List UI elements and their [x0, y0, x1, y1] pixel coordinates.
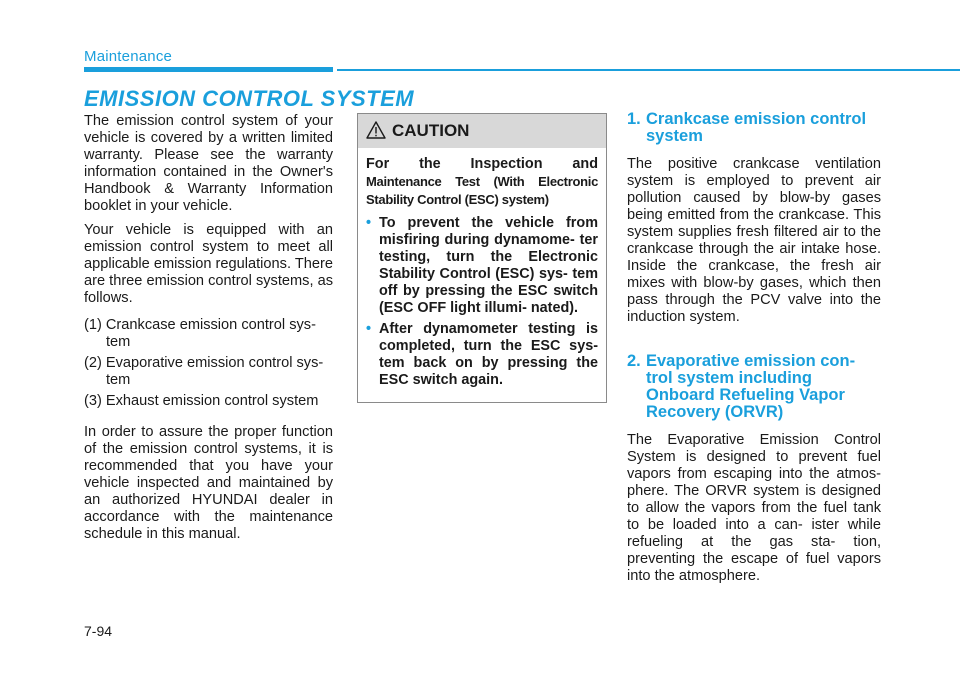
section-heading-line: trol system including — [646, 369, 812, 387]
header-section-label: Maintenance — [84, 48, 173, 65]
caution-bullets — [366, 215, 598, 389]
section-heading-line: Crankcase emission control — [646, 110, 867, 128]
bullet-icon: • — [366, 215, 372, 231]
intro-paragraph-2: Your vehicle is equipped with an emission control system to meet all applicable emission regulations. There are three emission control systems, as follows. — [84, 222, 333, 306]
caution-intro — [366, 156, 598, 209]
list-item: (2) Evaporative emission control sys- tem — [84, 355, 324, 388]
section-number: 2. — [627, 352, 641, 370]
section-heading-line: Onboard Refueling Vapor — [646, 386, 845, 404]
caution-box — [357, 113, 607, 403]
caution-header — [358, 114, 606, 148]
caution-bullet — [366, 321, 598, 389]
evaporative-paragraph: The Evaporative Emission Control System is designed to prevent fuel vapors from escaping into the atmos- phere. The ORVR system is designed to allow the vapors from the fuel tank to be loaded into a can- ister while refueling at the gas sta- tion, preventing the escape of fuel vapors into the atmosphere. — [627, 432, 881, 584]
list-item: (1) Crankcase emission control sys- tem — [84, 317, 316, 350]
warning-triangle-icon — [366, 121, 386, 139]
section-heading-line: Evaporative emission con- — [646, 352, 856, 370]
caution-intro-line2: Maintenance Test (With Electronic Stability Control (ESC) system) — [366, 174, 598, 207]
header-rule-thick — [84, 67, 333, 72]
caution-intro-line1: For the Inspection and — [366, 156, 598, 172]
section-heading-crankcase — [627, 111, 881, 145]
caution-bullet — [366, 215, 598, 317]
section-heading-evaporative — [627, 353, 881, 421]
left-column — [84, 113, 333, 550]
intro-paragraph-1: The emission control system of your vehicle is covered by a written limited warranty. Please see the warranty information contained in the Owner's Handbook & Warranty Information booklet in your vehicle. — [84, 113, 333, 214]
caution-title: CAUTION — [392, 121, 470, 140]
caution-bullet-text: To prevent the vehicle from misfiring during dynamome- ter testing, turn the Electronic Stability Control (ESC) sys- tem off by pressing the ESC switch (ESC OFF light illumi- nated). — [379, 215, 598, 316]
caution-body — [358, 148, 606, 389]
section-number: 1. — [627, 110, 641, 128]
list-item: (3) Exhaust emission control system — [84, 393, 319, 409]
page-title: EMISSION CONTROL SYSTEM — [84, 86, 415, 111]
right-column — [627, 111, 881, 592]
crankcase-paragraph: The positive crankcase ventilation system is employed to prevent air pollution caused by blow-by gases being emitted from the crankcase. This system supplies fresh filtered air to the crankcase through the air intake hose. Inside the crankcase, the fresh air mixes with blow-by gases, which then pass through the PCV valve into the induction system. — [627, 156, 881, 325]
systems-list — [84, 317, 333, 410]
section-heading-line: system — [646, 127, 703, 145]
caution-bullet-text: After dynamometer testing is completed, turn the ESC sys- tem back on by pressing the ESC switch again. — [379, 321, 598, 388]
header-rule-thin — [337, 69, 960, 71]
closing-paragraph: In order to assure the proper function of the emission control systems, it is recommended that you have your vehicle inspected and maintained by an authorized HYUNDAI dealer in accordance with the maintenance schedule in this manual. — [84, 424, 333, 542]
page-number: 7-94 — [84, 623, 113, 639]
bullet-icon: • — [366, 321, 372, 337]
section-heading-line: Recovery (ORVR) — [646, 403, 784, 421]
